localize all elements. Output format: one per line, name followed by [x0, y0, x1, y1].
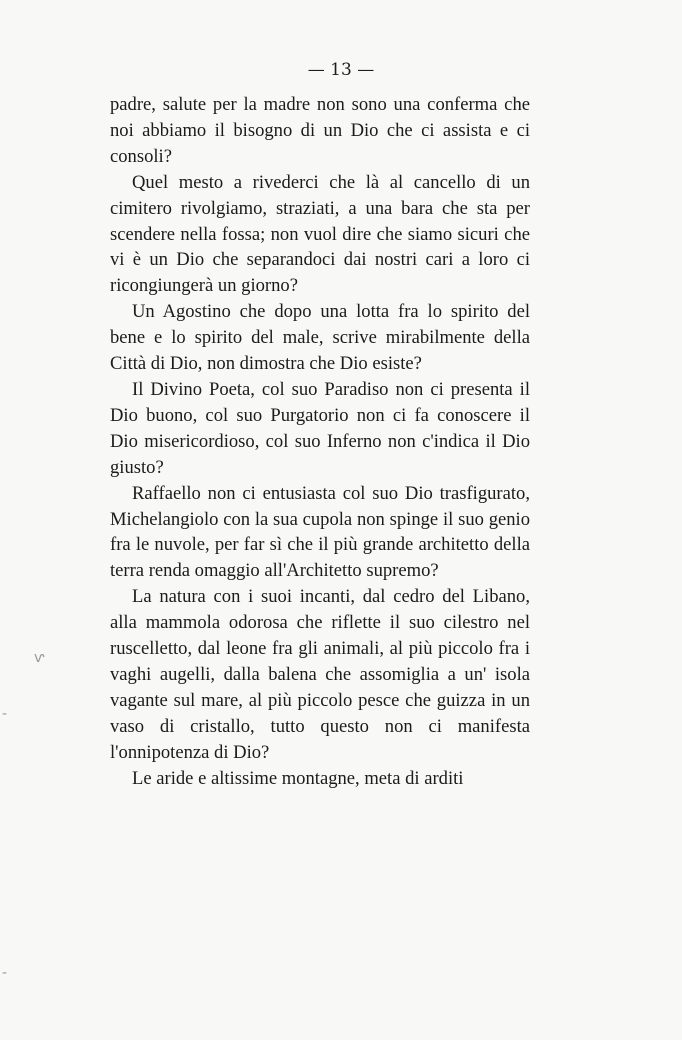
- margin-mark: ⱱ: [34, 650, 45, 666]
- page-number: — 13 —: [307, 60, 375, 80]
- paragraph-1: padre, salute per la madre non sono una conferma che noi abbiamo il bisogno di un Dio che ci assista e ci consoli?: [110, 94, 530, 167]
- paragraph-4: Il Divino Poeta, col suo Paradiso non ci presenta il Dio buono, col suo Purgatorio non ci fa conoscere il Dio misericordioso, col suo Inferno non c'indica il Dio giusto?: [110, 378, 530, 478]
- body-text: [110, 92, 530, 791]
- paragraph-7: Le aride e altissime montagne, meta di arditi: [132, 767, 464, 789]
- paragraph-2: Quel mesto a rivederci che là al cancello di un cimitero rivolgiamo, straziati, a una bara che sta per scendere nella fossa; non vuol dire che siamo sicuri che vi è un Dio che separandoci dai nostri cari a loro ci ricongiungerà un giorno?: [110, 171, 530, 297]
- paragraph-3: Un Agostino che dopo una lotta fra lo spirito del bene e lo spirito del male, scrive mirabilmente della Città di Dio, non dimostra che Dio esiste?: [110, 301, 530, 375]
- paragraph-6: La natura con i suoi incanti, dal cedro del Libano, alla mammola odorosa che riflette il suo cilestro nel ruscelletto, dal leone fra gli animali, al più piccolo fra i vaghi augelli, dalla balena che assomiglia a un' isola vagante sul mare, al più piccolo pesce che guizza in un vaso di cristallo, tutto questo non ci manifesta l'onnipotenza di Dio?: [110, 586, 530, 763]
- paragraph-5: Raffaello non ci entusiasta col suo Dio trasfigurato, Michelangiolo con la sua cupola non spinge il suo genio fra le nuvole, per far sì che il più grande architetto della terra renda omaggio all'Architetto supremo?: [110, 482, 530, 582]
- margin-mark: -: [2, 965, 8, 981]
- margin-mark: -: [2, 706, 8, 722]
